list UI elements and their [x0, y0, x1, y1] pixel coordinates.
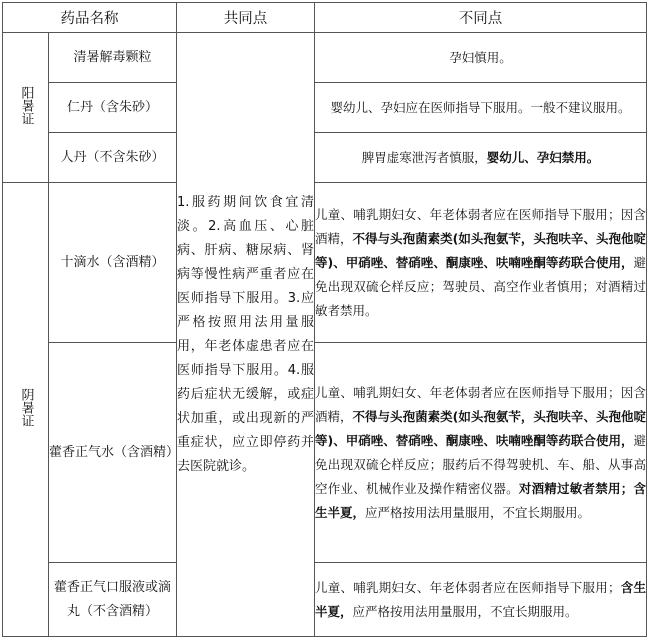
table-row [3, 83, 647, 133]
group-yin-shu: 阴暑证 [3, 183, 49, 637]
drug-difference: 儿童、哺乳期妇女、年老体弱者应在医师指导下服用；含生半夏，应严格按用法用量服用，不宜长期服用。 [315, 563, 647, 637]
table-row [3, 343, 647, 563]
drug-name: 人丹（不含朱砂） [49, 133, 177, 183]
group-yang-shu: 阳暑证 [3, 33, 49, 183]
drug-difference: 孕妇慎用。 [315, 33, 647, 83]
drug-name: 藿香正气水（含酒精） [49, 343, 177, 563]
header-differences: 不同点 [315, 3, 647, 33]
table-row [3, 563, 647, 637]
header-row [3, 3, 647, 33]
drug-name: 十滴水（含酒精） [49, 183, 177, 343]
drug-difference: 婴幼儿、孕妇应在医师指导下服用。一般不建议服用。 [315, 83, 647, 133]
table-row [3, 183, 647, 343]
drug-difference: 儿童、哺乳期妇女、年老体弱者应在医师指导下服用；因含酒精，不得与头孢菌素类(如头孢氨苄，头孢呋辛、头孢他啶等)、甲硝唑、替硝唑、酮康唑、呋喃唑酮等药联合使用，避免出现双硫仑样反应；驾驶员、高空作业者慎用；对酒精过敏者禁用。 [315, 183, 647, 343]
common-points: 1.服药期间饮食宜清淡。2.高血压、心脏病、肝病、糖尿病、肾病等慢性病严重者应在医师指导下服用。3.应严格按照用法用量服用，年老体虚患者应在医师指导下服用。4.服药后症状无缓解，或症状加重，或出现新的严重症状，应立即停药并去医院就诊。 [177, 33, 315, 637]
header-common: 共同点 [177, 3, 315, 33]
table-row [3, 33, 647, 83]
table-row [3, 133, 647, 183]
drug-name: 藿香正气口服液或滴丸（不含酒精） [49, 563, 177, 637]
drug-name: 清暑解毒颗粒 [49, 33, 177, 83]
drug-difference: 脾胃虚寒泄泻者慎服，婴幼儿、孕妇禁用。 [315, 133, 647, 183]
header-drug-name: 药品名称 [3, 3, 177, 33]
medicine-comparison-table [2, 2, 647, 637]
drug-difference: 儿童、哺乳期妇女、年老体弱者应在医师指导下服用；因含酒精，不得与头孢菌素类(如头孢氨苄，头孢呋辛、头孢他啶等)、甲硝唑、替硝唑、酮康唑、呋喃唑酮等药联合使用，避免出现双硫仑样反应；服药后不得驾驶机、车、船、从事高空作业、机械作业及操作精密仪器。对酒精过敏者禁用；含生半夏，应严格按用法用量服用，不宜长期服用。 [315, 343, 647, 563]
drug-name: 仁丹（含朱砂） [49, 83, 177, 133]
